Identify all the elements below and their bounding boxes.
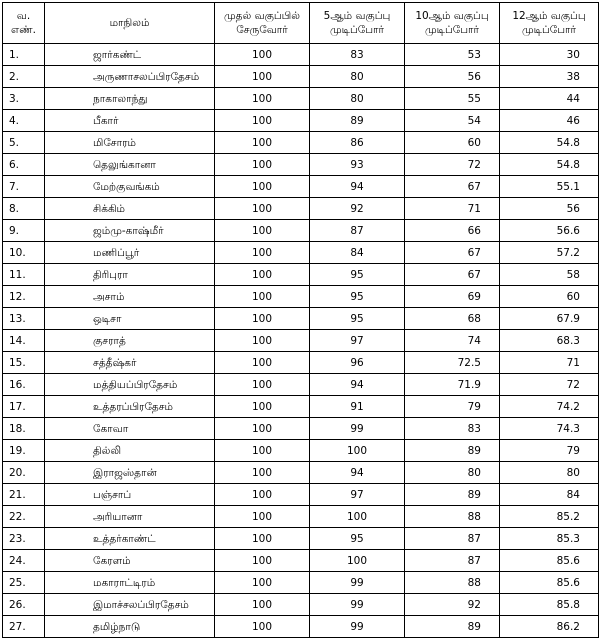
table-row — [3, 506, 599, 528]
twelfth-standard-completion-cell: 46 — [500, 110, 599, 132]
serial-number-cell: 24. — [3, 550, 45, 572]
table-row — [3, 594, 599, 616]
fifth-standard-completion-cell: 94 — [310, 462, 405, 484]
first-standard-enrolment-cell: 100 — [215, 88, 310, 110]
fifth-standard-completion-cell: 80 — [310, 88, 405, 110]
state-name-cell: பீகார் — [45, 110, 215, 132]
first-standard-enrolment-cell: 100 — [215, 220, 310, 242]
fifth-standard-completion-cell: 83 — [310, 44, 405, 66]
table-row — [3, 440, 599, 462]
tenth-standard-completion-cell: 89 — [405, 616, 500, 638]
header-twelfth-standard-completion: 12ஆம் வகுப்பு முடிப்போர் — [500, 3, 599, 44]
twelfth-standard-completion-cell: 44 — [500, 88, 599, 110]
twelfth-standard-completion-cell: 56 — [500, 198, 599, 220]
table-row — [3, 132, 599, 154]
first-standard-enrolment-cell: 100 — [215, 308, 310, 330]
state-name-cell: உத்தரப்பிரதேசம் — [45, 396, 215, 418]
tenth-standard-completion-cell: 67 — [405, 242, 500, 264]
twelfth-standard-completion-cell: 55.1 — [500, 176, 599, 198]
twelfth-standard-completion-cell: 56.6 — [500, 220, 599, 242]
first-standard-enrolment-cell: 100 — [215, 440, 310, 462]
serial-number-cell: 9. — [3, 220, 45, 242]
tenth-standard-completion-cell: 67 — [405, 176, 500, 198]
twelfth-standard-completion-cell: 85.6 — [500, 550, 599, 572]
serial-number-cell: 21. — [3, 484, 45, 506]
fifth-standard-completion-cell: 96 — [310, 352, 405, 374]
tenth-standard-completion-cell: 87 — [405, 528, 500, 550]
fifth-standard-completion-cell: 84 — [310, 242, 405, 264]
tenth-standard-completion-cell: 68 — [405, 308, 500, 330]
table-row — [3, 572, 599, 594]
first-standard-enrolment-cell: 100 — [215, 528, 310, 550]
table-row — [3, 418, 599, 440]
first-standard-enrolment-cell: 100 — [215, 110, 310, 132]
first-standard-enrolment-cell: 100 — [215, 374, 310, 396]
table-row — [3, 462, 599, 484]
table-header — [3, 3, 599, 44]
first-standard-enrolment-cell: 100 — [215, 352, 310, 374]
tenth-standard-completion-cell: 55 — [405, 88, 500, 110]
serial-number-cell: 11. — [3, 264, 45, 286]
header-row — [3, 3, 599, 44]
twelfth-standard-completion-cell: 54.8 — [500, 132, 599, 154]
twelfth-standard-completion-cell: 84 — [500, 484, 599, 506]
table-row — [3, 220, 599, 242]
state-name-cell: ஒடிசா — [45, 308, 215, 330]
table-row — [3, 330, 599, 352]
tenth-standard-completion-cell: 71 — [405, 198, 500, 220]
serial-number-cell: 17. — [3, 396, 45, 418]
state-name-cell: மிசோரம் — [45, 132, 215, 154]
serial-number-cell: 14. — [3, 330, 45, 352]
first-standard-enrolment-cell: 100 — [215, 286, 310, 308]
first-standard-enrolment-cell: 100 — [215, 242, 310, 264]
table-row — [3, 286, 599, 308]
state-name-cell: பஞ்சாப் — [45, 484, 215, 506]
tenth-standard-completion-cell: 89 — [405, 440, 500, 462]
tenth-standard-completion-cell: 53 — [405, 44, 500, 66]
serial-number-cell: 7. — [3, 176, 45, 198]
first-standard-enrolment-cell: 100 — [215, 396, 310, 418]
first-standard-enrolment-cell: 100 — [215, 594, 310, 616]
fifth-standard-completion-cell: 91 — [310, 396, 405, 418]
table-row — [3, 198, 599, 220]
first-standard-enrolment-cell: 100 — [215, 264, 310, 286]
table-row — [3, 44, 599, 66]
fifth-standard-completion-cell: 99 — [310, 418, 405, 440]
first-standard-enrolment-cell: 100 — [215, 462, 310, 484]
table-row — [3, 308, 599, 330]
table-row — [3, 264, 599, 286]
state-name-cell: ஜார்கண்ட் — [45, 44, 215, 66]
table-row — [3, 66, 599, 88]
first-standard-enrolment-cell: 100 — [215, 572, 310, 594]
fifth-standard-completion-cell: 94 — [310, 176, 405, 198]
state-name-cell: மகாராட்டிரம் — [45, 572, 215, 594]
tenth-standard-completion-cell: 69 — [405, 286, 500, 308]
tenth-standard-completion-cell: 87 — [405, 550, 500, 572]
first-standard-enrolment-cell: 100 — [215, 506, 310, 528]
twelfth-standard-completion-cell: 67.9 — [500, 308, 599, 330]
table-row — [3, 88, 599, 110]
state-name-cell: திரிபுரா — [45, 264, 215, 286]
serial-number-cell: 27. — [3, 616, 45, 638]
serial-number-cell: 8. — [3, 198, 45, 220]
table-row — [3, 528, 599, 550]
first-standard-enrolment-cell: 100 — [215, 66, 310, 88]
serial-number-cell: 15. — [3, 352, 45, 374]
first-standard-enrolment-cell: 100 — [215, 418, 310, 440]
serial-number-cell: 26. — [3, 594, 45, 616]
fifth-standard-completion-cell: 95 — [310, 264, 405, 286]
state-name-cell: மேற்குவங்கம் — [45, 176, 215, 198]
state-name-cell: குசராத் — [45, 330, 215, 352]
header-state: மாநிலம் — [45, 3, 215, 44]
header-fifth-standard-completion: 5ஆம் வகுப்பு முடிப்போர் — [310, 3, 405, 44]
state-name-cell: ஜம்மு-காஷ்மீர் — [45, 220, 215, 242]
tenth-standard-completion-cell: 54 — [405, 110, 500, 132]
twelfth-standard-completion-cell: 85.6 — [500, 572, 599, 594]
state-name-cell: கேரளம் — [45, 550, 215, 572]
serial-number-cell: 10. — [3, 242, 45, 264]
fifth-standard-completion-cell: 95 — [310, 308, 405, 330]
table-row — [3, 550, 599, 572]
table-row — [3, 110, 599, 132]
serial-number-cell: 22. — [3, 506, 45, 528]
twelfth-standard-completion-cell: 71 — [500, 352, 599, 374]
table-row — [3, 616, 599, 638]
tenth-standard-completion-cell: 80 — [405, 462, 500, 484]
fifth-standard-completion-cell: 97 — [310, 330, 405, 352]
state-name-cell: தில்லி — [45, 440, 215, 462]
fifth-standard-completion-cell: 87 — [310, 220, 405, 242]
fifth-standard-completion-cell: 95 — [310, 286, 405, 308]
fifth-standard-completion-cell: 100 — [310, 550, 405, 572]
fifth-standard-completion-cell: 97 — [310, 484, 405, 506]
table-row — [3, 176, 599, 198]
serial-number-cell: 3. — [3, 88, 45, 110]
fifth-standard-completion-cell: 99 — [310, 594, 405, 616]
first-standard-enrolment-cell: 100 — [215, 616, 310, 638]
fifth-standard-completion-cell: 86 — [310, 132, 405, 154]
serial-number-cell: 16. — [3, 374, 45, 396]
fifth-standard-completion-cell: 94 — [310, 374, 405, 396]
tenth-standard-completion-cell: 88 — [405, 506, 500, 528]
twelfth-standard-completion-cell: 74.3 — [500, 418, 599, 440]
state-name-cell: அசாம் — [45, 286, 215, 308]
table-body — [3, 44, 599, 638]
first-standard-enrolment-cell: 100 — [215, 550, 310, 572]
fifth-standard-completion-cell: 95 — [310, 528, 405, 550]
fifth-standard-completion-cell: 99 — [310, 572, 405, 594]
first-standard-enrolment-cell: 100 — [215, 176, 310, 198]
state-name-cell: சத்தீஷ்கர் — [45, 352, 215, 374]
header-first-standard-enrolment: முதல் வகுப்பில் சேருவோர் — [215, 3, 310, 44]
fifth-standard-completion-cell: 89 — [310, 110, 405, 132]
state-name-cell: சிக்கிம் — [45, 198, 215, 220]
state-name-cell: இராஜஸ்தான் — [45, 462, 215, 484]
serial-number-cell: 13. — [3, 308, 45, 330]
twelfth-standard-completion-cell: 85.2 — [500, 506, 599, 528]
first-standard-enrolment-cell: 100 — [215, 44, 310, 66]
table-row — [3, 352, 599, 374]
fifth-standard-completion-cell: 92 — [310, 198, 405, 220]
serial-number-cell: 5. — [3, 132, 45, 154]
first-standard-enrolment-cell: 100 — [215, 484, 310, 506]
fifth-standard-completion-cell: 99 — [310, 616, 405, 638]
twelfth-standard-completion-cell: 68.3 — [500, 330, 599, 352]
header-serial-number: வ. எண். — [3, 3, 45, 44]
tenth-standard-completion-cell: 74 — [405, 330, 500, 352]
fifth-standard-completion-cell: 80 — [310, 66, 405, 88]
tenth-standard-completion-cell: 71.9 — [405, 374, 500, 396]
table-row — [3, 484, 599, 506]
serial-number-cell: 20. — [3, 462, 45, 484]
serial-number-cell: 19. — [3, 440, 45, 462]
twelfth-standard-completion-cell: 30 — [500, 44, 599, 66]
state-name-cell: அரியானா — [45, 506, 215, 528]
tenth-standard-completion-cell: 56 — [405, 66, 500, 88]
serial-number-cell: 25. — [3, 572, 45, 594]
twelfth-standard-completion-cell: 79 — [500, 440, 599, 462]
header-tenth-standard-completion: 10ஆம் வகுப்பு முடிப்போர் — [405, 3, 500, 44]
state-name-cell: நாகாலாந்து — [45, 88, 215, 110]
twelfth-standard-completion-cell: 58 — [500, 264, 599, 286]
twelfth-standard-completion-cell: 85.8 — [500, 594, 599, 616]
fifth-standard-completion-cell: 93 — [310, 154, 405, 176]
twelfth-standard-completion-cell: 54.8 — [500, 154, 599, 176]
state-name-cell: இமாச்சலப்பிரதேசம் — [45, 594, 215, 616]
twelfth-standard-completion-cell: 86.2 — [500, 616, 599, 638]
serial-number-cell: 23. — [3, 528, 45, 550]
twelfth-standard-completion-cell: 80 — [500, 462, 599, 484]
tenth-standard-completion-cell: 72 — [405, 154, 500, 176]
serial-number-cell: 2. — [3, 66, 45, 88]
twelfth-standard-completion-cell: 72 — [500, 374, 599, 396]
serial-number-cell: 1. — [3, 44, 45, 66]
twelfth-standard-completion-cell: 60 — [500, 286, 599, 308]
serial-number-cell: 18. — [3, 418, 45, 440]
tenth-standard-completion-cell: 79 — [405, 396, 500, 418]
twelfth-standard-completion-cell: 38 — [500, 66, 599, 88]
table-row — [3, 374, 599, 396]
state-name-cell: உத்தர்காண்ட் — [45, 528, 215, 550]
table-row — [3, 242, 599, 264]
tenth-standard-completion-cell: 92 — [405, 594, 500, 616]
state-name-cell: மணிப்பூர் — [45, 242, 215, 264]
twelfth-standard-completion-cell: 85.3 — [500, 528, 599, 550]
first-standard-enrolment-cell: 100 — [215, 330, 310, 352]
fifth-standard-completion-cell: 100 — [310, 440, 405, 462]
twelfth-standard-completion-cell: 57.2 — [500, 242, 599, 264]
tenth-standard-completion-cell: 88 — [405, 572, 500, 594]
tenth-standard-completion-cell: 89 — [405, 484, 500, 506]
first-standard-enrolment-cell: 100 — [215, 154, 310, 176]
enrollment-completion-table — [2, 2, 599, 638]
serial-number-cell: 4. — [3, 110, 45, 132]
twelfth-standard-completion-cell: 74.2 — [500, 396, 599, 418]
table-row — [3, 154, 599, 176]
tenth-standard-completion-cell: 66 — [405, 220, 500, 242]
tenth-standard-completion-cell: 72.5 — [405, 352, 500, 374]
state-name-cell: மத்தியப்பிரதேசம் — [45, 374, 215, 396]
state-name-cell: கோவா — [45, 418, 215, 440]
state-name-cell: தமிழ்நாடு — [45, 616, 215, 638]
tenth-standard-completion-cell: 83 — [405, 418, 500, 440]
tenth-standard-completion-cell: 67 — [405, 264, 500, 286]
state-name-cell: தெலுங்கானா — [45, 154, 215, 176]
table-row — [3, 396, 599, 418]
tenth-standard-completion-cell: 60 — [405, 132, 500, 154]
first-standard-enrolment-cell: 100 — [215, 198, 310, 220]
first-standard-enrolment-cell: 100 — [215, 132, 310, 154]
serial-number-cell: 6. — [3, 154, 45, 176]
fifth-standard-completion-cell: 100 — [310, 506, 405, 528]
state-name-cell: அருணாசலப்பிரதேசம் — [45, 66, 215, 88]
serial-number-cell: 12. — [3, 286, 45, 308]
